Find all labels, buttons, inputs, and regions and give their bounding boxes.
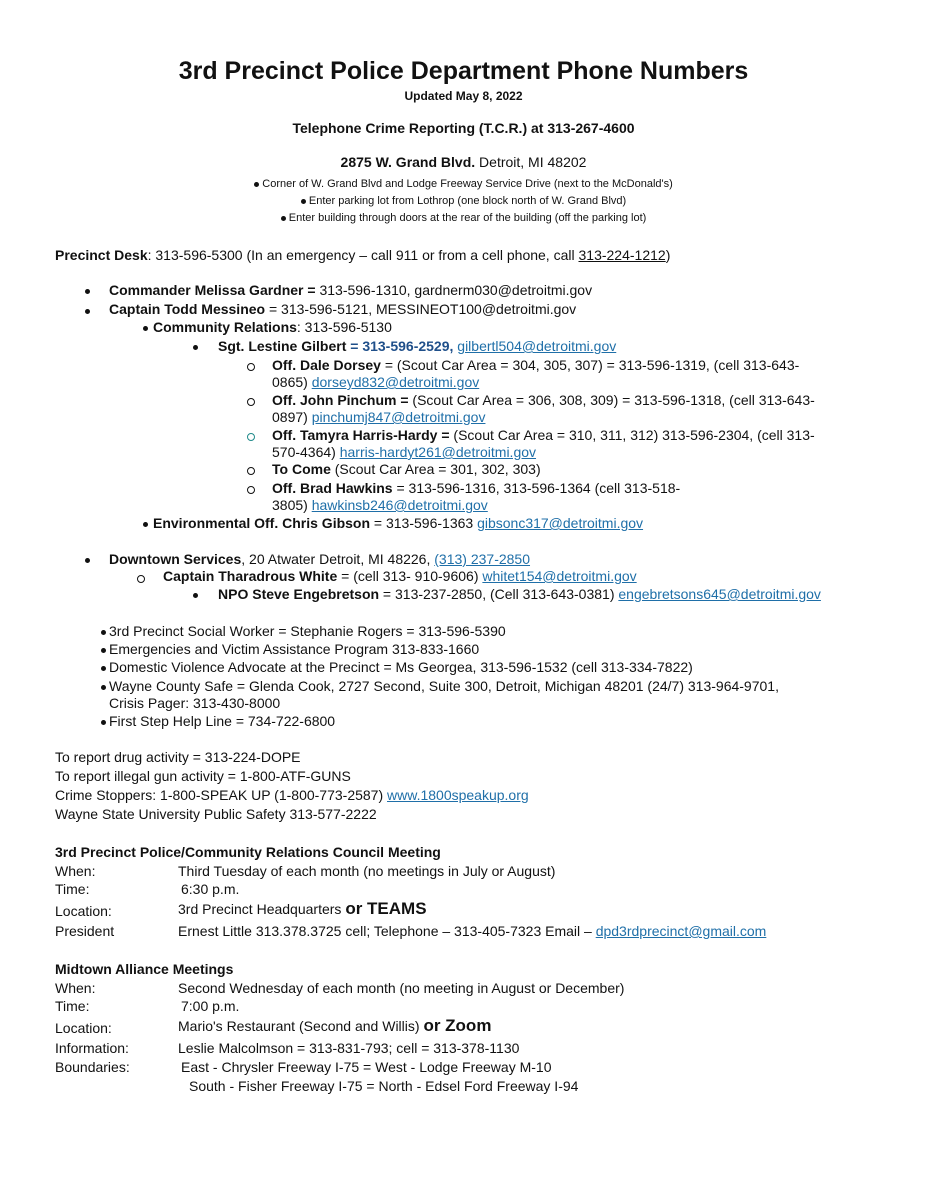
resource-crisis-pager: Crisis Pager: 313-430-8000 [109, 695, 281, 711]
officer-dorsey-line2 [272, 374, 479, 391]
environmental-officer-email-link[interactable]: gibsonc317@detroitmi.gov [477, 515, 644, 531]
community-label: Community Relations [153, 319, 297, 335]
midtown-boundaries-label: Boundaries: [55, 1059, 130, 1075]
downtown-captain-line [163, 568, 637, 585]
officer-hawkins-name: Off. Brad Hawkins [272, 480, 393, 496]
council-president [178, 923, 766, 940]
bullet-icon [143, 522, 148, 527]
environmental-officer-name: Environmental Off. Chris Gibson [153, 515, 371, 531]
crime-stoppers-link[interactable]: www.1800speakup.org [387, 787, 529, 803]
downtown-phone-link[interactable]: (313) 237-2850 [434, 551, 531, 567]
council-email-link[interactable]: dpd3rdprecinct@gmail.com [595, 923, 767, 939]
page-title: 3rd Precinct Police Department Phone Numbers [178, 57, 749, 85]
bullet-icon [301, 199, 306, 204]
officer-harris-hardy-line2 [272, 444, 536, 461]
environmental-officer-line [153, 515, 643, 532]
midtown-location-label: Location: [55, 1020, 112, 1036]
direction-1 [0, 176, 927, 193]
npo-line [218, 586, 821, 603]
midtown-when: Second Wednesday of each month (no meeting in August or December) [178, 980, 625, 996]
npo-name: NPO Steve Engebretson [218, 586, 380, 602]
midtown-when-label: When: [55, 980, 96, 996]
midtown-info-label: Information: [55, 1040, 129, 1056]
community-relations-line [153, 319, 392, 336]
officer-to-come-info: (Scout Car Area = 301, 302, 303) [330, 461, 541, 477]
captain-name: Captain Todd Messineo [109, 301, 266, 317]
sgt-name: Sgt. Lestine Gilbert [218, 338, 347, 354]
council-location-text: 3rd Precinct Headquarters [178, 901, 346, 917]
resource-social-worker: 3rd Precinct Social Worker = Stephanie Rogers = 313-596-5390 [109, 623, 506, 639]
officer-hawkins-line1 [272, 480, 680, 497]
downtown-captain-info: = (cell 313- 910-9606) [337, 568, 483, 584]
circle-bullet-icon [247, 467, 255, 475]
address-city: Detroit, MI 48202 [475, 154, 587, 170]
address-line [0, 154, 927, 171]
officer-dorsey-cell: 0865) [272, 374, 312, 390]
bullet-icon [101, 720, 106, 725]
desk-label: Precinct Desk [55, 247, 148, 263]
officer-harris-hardy-line1 [272, 427, 815, 444]
precinct-desk [55, 247, 670, 264]
address-street: 2875 W. Grand Blvd. [340, 154, 476, 170]
officer-hawkins-line2 [272, 497, 488, 514]
bullet-icon [143, 326, 148, 331]
council-location-teams: or TEAMS [345, 899, 427, 918]
downtown-services-line [109, 551, 530, 568]
community-info: : 313-596-5130 [296, 319, 392, 335]
commander-info: 313-596-1310, gardnerm030@detroitmi.gov [319, 282, 593, 298]
direction-2 [0, 193, 927, 210]
circle-bullet-icon [247, 486, 255, 494]
desk-cell-phone: 313-224-1212 [578, 247, 666, 263]
npo-info: = 313-237-2850, (Cell 313-643-0381) [379, 586, 619, 602]
resource-first-step: First Step Help Line = 734-722-6800 [109, 713, 336, 729]
bullet-icon [193, 593, 198, 598]
officer-harris-hardy-name: Off. Tamyra Harris-Hardy = [272, 427, 450, 443]
officer-pinchum-line2 [272, 409, 485, 426]
circle-bullet-icon [247, 433, 255, 441]
sgt-line [218, 338, 616, 355]
council-president-label: President [55, 923, 115, 939]
environmental-officer-info: = 313-596-1363 [370, 515, 478, 531]
sgt-info: = 313-596-2529, [346, 338, 458, 354]
captain-line [109, 301, 576, 318]
council-time: 6:30 p.m. [181, 881, 240, 897]
sgt-email-link[interactable]: gilbertl504@detroitmi.gov [457, 338, 617, 354]
bullet-icon [101, 666, 106, 671]
desk-close: ) [665, 247, 671, 263]
officer-dorsey-name: Off. Dale Dorsey [272, 357, 381, 373]
officer-pinchum-line1 [272, 392, 815, 409]
direction-text: Enter parking lot from Lothrop (one block north of W. Grand Blvd) [308, 195, 627, 207]
officer-dorsey-email-link[interactable]: dorseyd832@detroitmi.gov [311, 374, 480, 390]
commander-line [109, 282, 592, 299]
npo-email-link[interactable]: engebretsons645@detroitmi.gov [618, 586, 821, 602]
resource-dv-advocate: Domestic Violence Advocate at the Precinct = Ms Georgea, 313-596-1532 (cell 313-334-7822) [109, 659, 693, 675]
downtown-captain-email-link[interactable]: whitet154@detroitmi.gov [482, 568, 637, 584]
downtown-captain-name: Captain Tharadrous White [163, 568, 338, 584]
bullet-icon [85, 558, 90, 563]
desk-text: : 313-596-5300 (In an emergency – call 911 or from a cell phone, call [147, 247, 579, 263]
bullet-icon [101, 685, 106, 690]
council-heading: 3rd Precinct Police/Community Relations Council Meeting [55, 844, 441, 860]
captain-info: = 313-596-5121, MESSINEOT100@detroitmi.gov [265, 301, 577, 317]
officer-dorsey-line1 [272, 357, 799, 374]
circle-bullet-icon [247, 398, 255, 406]
circle-bullet-icon [247, 363, 255, 371]
bullet-icon [85, 289, 90, 294]
officer-to-come-name: To Come [272, 461, 331, 477]
report-gun: To report illegal gun activity = 1-800-ATF-GUNS [55, 768, 351, 784]
crime-stoppers [55, 787, 529, 804]
commander-name: Commander Melissa Gardner = [109, 282, 320, 298]
midtown-location-zoom: or Zoom [423, 1016, 492, 1035]
officer-dorsey-info: = (Scout Car Area = 304, 305, 307) = 313-596-1319, (cell 313-643- [380, 357, 800, 373]
bullet-icon [101, 630, 106, 635]
midtown-location-text: Mario's Restaurant (Second and Willis) [178, 1018, 424, 1034]
officer-pinchum-name: Off. John Pinchum = [272, 392, 409, 408]
officer-harris-hardy-email-link[interactable]: harris-hardyt261@detroitmi.gov [339, 444, 537, 460]
crime-stoppers-text: Crime Stoppers: 1-800-SPEAK UP (1-800-773-2587) [55, 787, 388, 803]
bullet-icon [85, 309, 90, 314]
council-location [178, 900, 427, 918]
direction-text: Enter building through doors at the rear of the building (off the parking lot) [288, 212, 647, 224]
midtown-boundaries-2: South - Fisher Freeway I-75 = North - Edsel Ford Freeway I-94 [189, 1078, 579, 1094]
bullet-icon [101, 648, 106, 653]
downtown-info: , 20 Atwater Detroit, MI 48226, [241, 551, 435, 567]
midtown-location [178, 1017, 491, 1035]
officer-pinchum-info: (Scout Car Area = 306, 308, 309) = 313-596-1318, (cell 313-643- [408, 392, 815, 408]
council-president-text: Ernest Little 313.378.3725 cell; Telephone – 313-405-7323 Email – [178, 923, 596, 939]
updated-date: Updated May 8, 2022 [404, 89, 523, 103]
downtown-label: Downtown Services [109, 551, 242, 567]
bullet-icon [193, 345, 198, 350]
bullet-icon [281, 216, 286, 221]
officer-hawkins-email-link[interactable]: hawkinsb246@detroitmi.gov [311, 497, 488, 513]
council-when: Third Tuesday of each month (no meetings in July or August) [178, 863, 556, 879]
direction-3 [0, 210, 927, 227]
council-time-label: Time: [55, 881, 90, 897]
midtown-time-label: Time: [55, 998, 90, 1014]
bullet-icon [254, 182, 259, 187]
council-location-label: Location: [55, 903, 112, 919]
resource-victim-assistance: Emergencies and Victim Assistance Program 313-833-1660 [109, 641, 480, 657]
resource-wayne-county-safe: Wayne County Safe = Glenda Cook, 2727 Second, Suite 300, Detroit, Michigan 48201 (24/7) 313-964-9701, [109, 678, 779, 694]
officer-hawkins-cell: 3805) [272, 497, 312, 513]
tcr-line: Telephone Crime Reporting (T.C.R.) at 313-267-4600 [292, 120, 635, 136]
officer-hawkins-info: = 313-596-1316, 313-596-1364 (cell 313-518- [392, 480, 681, 496]
officer-pinchum-email-link[interactable]: pinchumj847@detroitmi.gov [311, 409, 486, 425]
direction-text: Corner of W. Grand Blvd and Lodge Freeway Service Drive (next to the McDonald's) [262, 178, 673, 190]
wsu-safety: Wayne State University Public Safety 313-577-2222 [55, 806, 377, 822]
officer-pinchum-cell: 0897) [272, 409, 312, 425]
midtown-boundaries-1: East - Chrysler Freeway I-75 = West - Lodge Freeway M-10 [181, 1059, 552, 1075]
midtown-heading: Midtown Alliance Meetings [55, 961, 234, 977]
midtown-info: Leslie Malcolmson = 313-831-793; cell = 313-378-1130 [178, 1040, 520, 1056]
circle-bullet-icon [137, 575, 145, 583]
officer-harris-hardy-cell: 570-4364) [272, 444, 340, 460]
council-when-label: When: [55, 863, 96, 879]
officer-to-come-line [272, 461, 541, 478]
midtown-time: 7:00 p.m. [181, 998, 240, 1014]
officer-harris-hardy-info: (Scout Car Area = 310, 311, 312) 313-596-2304, (cell 313- [449, 427, 815, 443]
report-drug: To report drug activity = 313-224-DOPE [55, 749, 301, 765]
